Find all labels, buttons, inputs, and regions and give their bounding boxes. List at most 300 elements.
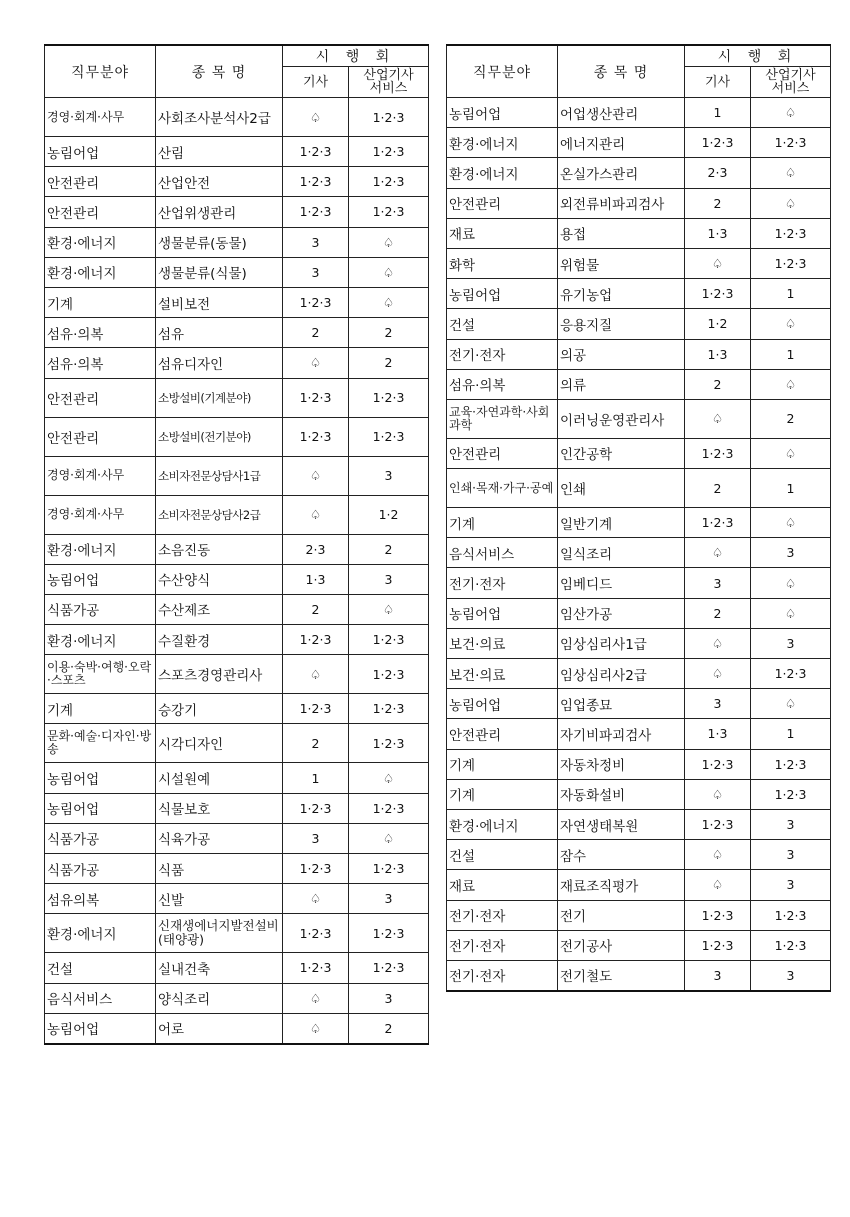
item-cell: 의류 bbox=[558, 369, 685, 399]
v1-cell: 1·2·3 bbox=[685, 508, 751, 538]
table-row bbox=[45, 724, 429, 763]
v2-cell: 3 bbox=[751, 840, 831, 870]
v2-cell: ♤ bbox=[751, 568, 831, 598]
v2-cell: 1·2·3 bbox=[349, 98, 429, 137]
table-row bbox=[45, 793, 429, 823]
header-v1: 기사 bbox=[283, 67, 349, 98]
field-cell: 인쇄·목재·가구·공예 bbox=[447, 469, 558, 508]
v1-cell: 3 bbox=[685, 960, 751, 991]
item-cell: 임상심리사2급 bbox=[558, 659, 685, 689]
v2-cell: ♤ bbox=[751, 438, 831, 468]
item-cell: 자연생태복원 bbox=[558, 809, 685, 839]
v1-cell: 3 bbox=[283, 257, 349, 287]
table-row bbox=[447, 809, 831, 839]
item-cell: 산업위생관리 bbox=[156, 197, 283, 227]
v1-cell: 1·2·3 bbox=[283, 953, 349, 983]
field-cell: 농림어업 bbox=[447, 598, 558, 628]
v1-cell: 1 bbox=[685, 98, 751, 128]
item-cell: 외전류비파괴검사 bbox=[558, 188, 685, 218]
v1-cell: ♤ bbox=[283, 456, 349, 495]
table-row bbox=[45, 98, 429, 137]
table-row bbox=[447, 689, 831, 719]
item-cell: 산림 bbox=[156, 137, 283, 167]
v1-cell: 1·2·3 bbox=[283, 694, 349, 724]
table-row bbox=[45, 594, 429, 624]
v2-cell: 3 bbox=[751, 960, 831, 991]
item-cell: 에너지관리 bbox=[558, 128, 685, 158]
item-cell: 잠수 bbox=[558, 840, 685, 870]
field-cell: 건설 bbox=[45, 953, 156, 983]
v2-cell: 1·2·3 bbox=[751, 930, 831, 960]
v2-cell: 1 bbox=[751, 279, 831, 309]
header-item: 종 목 명 bbox=[156, 45, 283, 98]
v2-cell: 3 bbox=[349, 456, 429, 495]
header-v2: 산업기사 서비스 bbox=[349, 67, 429, 98]
v2-cell: 1·2·3 bbox=[349, 625, 429, 655]
field-cell: 음식서비스 bbox=[45, 983, 156, 1013]
v1-cell: ♤ bbox=[685, 538, 751, 568]
field-cell: 재료 bbox=[447, 870, 558, 900]
table-row bbox=[45, 167, 429, 197]
table-row bbox=[447, 508, 831, 538]
item-cell: 수질환경 bbox=[156, 625, 283, 655]
v1-cell: ♤ bbox=[685, 659, 751, 689]
v2-cell: 1 bbox=[751, 469, 831, 508]
field-cell: 전기·전자 bbox=[447, 960, 558, 991]
item-cell: 승강기 bbox=[156, 694, 283, 724]
field-cell: 농림어업 bbox=[45, 564, 156, 594]
v1-cell: 2 bbox=[283, 594, 349, 624]
table-row bbox=[447, 719, 831, 749]
v2-cell: 1·2·3 bbox=[349, 694, 429, 724]
item-cell: 온실가스관리 bbox=[558, 158, 685, 188]
field-cell: 환경·에너지 bbox=[45, 257, 156, 287]
item-cell: 소방설비(기계분야) bbox=[156, 378, 283, 417]
field-cell: 전기·전자 bbox=[447, 568, 558, 598]
v1-cell: 1 bbox=[283, 763, 349, 793]
item-cell: 수산제조 bbox=[156, 594, 283, 624]
field-cell: 보건·의료 bbox=[447, 628, 558, 658]
v1-cell: ♤ bbox=[283, 348, 349, 378]
v1-cell: 1·2·3 bbox=[283, 287, 349, 317]
table-row bbox=[447, 279, 831, 309]
item-cell: 재료조직평가 bbox=[558, 870, 685, 900]
v1-cell: ♤ bbox=[283, 983, 349, 1013]
field-cell: 안전관리 bbox=[45, 167, 156, 197]
item-cell: 임업종묘 bbox=[558, 689, 685, 719]
table-row bbox=[447, 900, 831, 930]
v2-cell: ♤ bbox=[751, 598, 831, 628]
item-cell: 위험물 bbox=[558, 248, 685, 278]
item-cell: 전기공사 bbox=[558, 930, 685, 960]
v2-cell: ♤ bbox=[349, 257, 429, 287]
field-cell: 농림어업 bbox=[45, 763, 156, 793]
v2-cell: ♤ bbox=[751, 188, 831, 218]
v1-cell: ♤ bbox=[283, 655, 349, 694]
table-row bbox=[45, 854, 429, 884]
table-row bbox=[45, 227, 429, 257]
v2-cell: ♤ bbox=[349, 227, 429, 257]
field-cell: 이용·숙박·여행·오락·스포츠 bbox=[45, 655, 156, 694]
v2-cell: 1·2·3 bbox=[751, 749, 831, 779]
item-cell: 자동차정비 bbox=[558, 749, 685, 779]
item-cell: 어로 bbox=[156, 1013, 283, 1044]
v2-cell: 1·2·3 bbox=[751, 900, 831, 930]
field-cell: 기계 bbox=[447, 508, 558, 538]
v1-cell: 1·2·3 bbox=[283, 167, 349, 197]
header-field: 직무분야 bbox=[45, 45, 156, 98]
field-cell: 음식서비스 bbox=[447, 538, 558, 568]
table-row bbox=[447, 870, 831, 900]
header-item: 종 목 명 bbox=[558, 45, 685, 98]
item-cell: 시각디자인 bbox=[156, 724, 283, 763]
v1-cell: ♤ bbox=[685, 628, 751, 658]
table-row bbox=[447, 598, 831, 628]
v2-cell: ♤ bbox=[751, 98, 831, 128]
v1-cell: 1·3 bbox=[685, 719, 751, 749]
v1-cell: 2 bbox=[685, 469, 751, 508]
field-cell: 환경·에너지 bbox=[45, 625, 156, 655]
v2-cell: 2 bbox=[349, 318, 429, 348]
v2-cell: 3 bbox=[349, 983, 429, 1013]
table-row bbox=[447, 188, 831, 218]
v2-cell: 1·2·3 bbox=[349, 137, 429, 167]
field-cell: 섬유·의복 bbox=[45, 318, 156, 348]
header-group: 시 행 회 bbox=[283, 45, 429, 67]
table-row bbox=[447, 749, 831, 779]
field-cell: 경영·회계·사무 bbox=[45, 456, 156, 495]
v2-cell: 1·2·3 bbox=[751, 779, 831, 809]
item-cell: 전기철도 bbox=[558, 960, 685, 991]
field-cell: 기계 bbox=[447, 749, 558, 779]
table-row bbox=[45, 983, 429, 1013]
v1-cell: ♤ bbox=[283, 98, 349, 137]
field-cell: 섬유·의복 bbox=[45, 348, 156, 378]
v1-cell: 1·2 bbox=[685, 309, 751, 339]
table-row bbox=[45, 495, 429, 534]
item-cell: 용접 bbox=[558, 218, 685, 248]
v1-cell: 3 bbox=[685, 568, 751, 598]
item-cell: 수산양식 bbox=[156, 564, 283, 594]
table-row bbox=[45, 1013, 429, 1044]
v1-cell: 1·2·3 bbox=[685, 749, 751, 779]
table-row bbox=[447, 309, 831, 339]
item-cell: 산업안전 bbox=[156, 167, 283, 197]
item-cell: 소비자전문상담사2급 bbox=[156, 495, 283, 534]
v1-cell: 1·2·3 bbox=[283, 914, 349, 953]
item-cell: 섬유 bbox=[156, 318, 283, 348]
v1-cell: 1·2·3 bbox=[283, 417, 349, 456]
table-row bbox=[45, 914, 429, 953]
table-row bbox=[447, 779, 831, 809]
item-cell: 임산가공 bbox=[558, 598, 685, 628]
header-field: 직무분야 bbox=[447, 45, 558, 98]
v1-cell: 1·2·3 bbox=[283, 854, 349, 884]
table-row bbox=[447, 568, 831, 598]
item-cell: 섬유디자인 bbox=[156, 348, 283, 378]
v1-cell: 2 bbox=[283, 724, 349, 763]
v1-cell: 1·2·3 bbox=[283, 793, 349, 823]
v1-cell: 2·3 bbox=[685, 158, 751, 188]
v2-cell: 1·2·3 bbox=[349, 378, 429, 417]
field-cell: 보건·의료 bbox=[447, 659, 558, 689]
field-cell: 농림어업 bbox=[447, 279, 558, 309]
item-cell: 식물보호 bbox=[156, 793, 283, 823]
field-cell: 전기·전자 bbox=[447, 930, 558, 960]
table-row bbox=[45, 625, 429, 655]
v2-cell: 1 bbox=[751, 719, 831, 749]
table-body-right bbox=[447, 98, 831, 992]
v2-cell: 1·2·3 bbox=[349, 197, 429, 227]
v1-cell: 1·3 bbox=[283, 564, 349, 594]
table-row bbox=[447, 960, 831, 991]
table-row bbox=[45, 953, 429, 983]
v1-cell: ♤ bbox=[283, 495, 349, 534]
v2-cell: 3 bbox=[751, 870, 831, 900]
item-cell: 사회조사분석사2급 bbox=[156, 98, 283, 137]
table-row bbox=[45, 318, 429, 348]
field-cell: 환경·에너지 bbox=[447, 128, 558, 158]
v2-cell: 1·2·3 bbox=[751, 248, 831, 278]
v2-cell: ♤ bbox=[349, 763, 429, 793]
item-cell: 인간공학 bbox=[558, 438, 685, 468]
header-v2: 산업기사 서비스 bbox=[751, 67, 831, 98]
field-cell: 화학 bbox=[447, 248, 558, 278]
v1-cell: 2·3 bbox=[283, 534, 349, 564]
field-cell: 농림어업 bbox=[447, 98, 558, 128]
field-cell: 안전관리 bbox=[45, 417, 156, 456]
schedule-table-right bbox=[446, 44, 831, 992]
schedule-table-left bbox=[44, 44, 429, 1045]
item-cell: 생물분류(동물) bbox=[156, 227, 283, 257]
v2-cell: 1·2·3 bbox=[349, 953, 429, 983]
v1-cell: ♤ bbox=[685, 248, 751, 278]
item-cell: 이러닝운영관리사 bbox=[558, 399, 685, 438]
v1-cell: ♤ bbox=[685, 840, 751, 870]
v2-cell: ♤ bbox=[349, 594, 429, 624]
item-cell: 의공 bbox=[558, 339, 685, 369]
field-cell: 섬유의복 bbox=[45, 884, 156, 914]
v2-cell: 1·2·3 bbox=[751, 659, 831, 689]
v1-cell: ♤ bbox=[685, 399, 751, 438]
table-row bbox=[447, 339, 831, 369]
table-row bbox=[447, 840, 831, 870]
table-row bbox=[447, 659, 831, 689]
item-cell: 신재생에너지발전설비(태양광) bbox=[156, 914, 283, 953]
table-row bbox=[45, 694, 429, 724]
field-cell: 환경·에너지 bbox=[447, 809, 558, 839]
v1-cell: 1·2·3 bbox=[685, 900, 751, 930]
table-row bbox=[45, 417, 429, 456]
field-cell: 환경·에너지 bbox=[45, 534, 156, 564]
field-cell: 경영·회계·사무 bbox=[45, 98, 156, 137]
field-cell: 안전관리 bbox=[447, 719, 558, 749]
v1-cell: 1·2·3 bbox=[685, 279, 751, 309]
field-cell: 건설 bbox=[447, 309, 558, 339]
v2-cell: ♤ bbox=[751, 158, 831, 188]
item-cell: 임상심리사1급 bbox=[558, 628, 685, 658]
field-cell: 전기·전자 bbox=[447, 339, 558, 369]
v1-cell: 1·2·3 bbox=[283, 625, 349, 655]
field-cell: 재료 bbox=[447, 218, 558, 248]
v2-cell: 1 bbox=[751, 339, 831, 369]
v2-cell: ♤ bbox=[751, 309, 831, 339]
field-cell: 전기·전자 bbox=[447, 900, 558, 930]
v2-cell: 1·2 bbox=[349, 495, 429, 534]
v1-cell: 2 bbox=[283, 318, 349, 348]
table-row bbox=[447, 128, 831, 158]
field-cell: 안전관리 bbox=[447, 438, 558, 468]
v1-cell: 1·3 bbox=[685, 218, 751, 248]
field-cell: 환경·에너지 bbox=[447, 158, 558, 188]
v2-cell: 3 bbox=[349, 884, 429, 914]
field-cell: 경영·회계·사무 bbox=[45, 495, 156, 534]
v1-cell: 3 bbox=[283, 227, 349, 257]
field-cell: 기계 bbox=[447, 779, 558, 809]
v2-cell: 1·2·3 bbox=[349, 655, 429, 694]
item-cell: 응용지질 bbox=[558, 309, 685, 339]
field-cell: 문화·예술·디자인·방송 bbox=[45, 724, 156, 763]
v2-cell: 1·2·3 bbox=[349, 914, 429, 953]
v1-cell: 3 bbox=[685, 689, 751, 719]
table-row bbox=[45, 534, 429, 564]
v2-cell: ♤ bbox=[349, 823, 429, 853]
v2-cell: 1·2·3 bbox=[751, 218, 831, 248]
item-cell: 설비보전 bbox=[156, 287, 283, 317]
field-cell: 환경·에너지 bbox=[45, 914, 156, 953]
item-cell: 전기 bbox=[558, 900, 685, 930]
field-cell: 농림어업 bbox=[447, 689, 558, 719]
field-cell: 식품가공 bbox=[45, 854, 156, 884]
v1-cell: 1·2·3 bbox=[685, 128, 751, 158]
item-cell: 생물분류(식물) bbox=[156, 257, 283, 287]
v2-cell: 1·2·3 bbox=[349, 854, 429, 884]
v2-cell: 3 bbox=[349, 564, 429, 594]
field-cell: 교육·자연과학·사회과학 bbox=[447, 399, 558, 438]
table-row bbox=[45, 137, 429, 167]
field-cell: 섬유·의복 bbox=[447, 369, 558, 399]
v1-cell: 1·2·3 bbox=[283, 197, 349, 227]
table-row bbox=[447, 538, 831, 568]
v2-cell: ♤ bbox=[349, 287, 429, 317]
item-cell: 일반기계 bbox=[558, 508, 685, 538]
item-cell: 식육가공 bbox=[156, 823, 283, 853]
table-row bbox=[45, 823, 429, 853]
v1-cell: ♤ bbox=[283, 1013, 349, 1044]
v2-cell: 2 bbox=[349, 534, 429, 564]
item-cell: 소비자전문상담사1급 bbox=[156, 456, 283, 495]
v2-cell: ♤ bbox=[751, 689, 831, 719]
table-row bbox=[447, 158, 831, 188]
v2-cell: 2 bbox=[349, 1013, 429, 1044]
item-cell: 신발 bbox=[156, 884, 283, 914]
v1-cell: 1·2·3 bbox=[685, 438, 751, 468]
v1-cell: 1·3 bbox=[685, 339, 751, 369]
item-cell: 소음진동 bbox=[156, 534, 283, 564]
v1-cell: 2 bbox=[685, 188, 751, 218]
item-cell: 임베디드 bbox=[558, 568, 685, 598]
v2-cell: 1·2·3 bbox=[349, 417, 429, 456]
v1-cell: 2 bbox=[685, 598, 751, 628]
v2-cell: 3 bbox=[751, 628, 831, 658]
field-cell: 기계 bbox=[45, 287, 156, 317]
item-cell: 식품 bbox=[156, 854, 283, 884]
table-row bbox=[45, 197, 429, 227]
v1-cell: ♤ bbox=[283, 884, 349, 914]
v1-cell: 1·2·3 bbox=[283, 137, 349, 167]
field-cell: 농림어업 bbox=[45, 793, 156, 823]
item-cell: 자동화설비 bbox=[558, 779, 685, 809]
v1-cell: 1·2·3 bbox=[685, 809, 751, 839]
item-cell: 시설원예 bbox=[156, 763, 283, 793]
v2-cell: ♤ bbox=[751, 508, 831, 538]
v1-cell: ♤ bbox=[685, 779, 751, 809]
table-row bbox=[447, 218, 831, 248]
field-cell: 농림어업 bbox=[45, 137, 156, 167]
field-cell: 안전관리 bbox=[447, 188, 558, 218]
item-cell: 소방설비(전기분야) bbox=[156, 417, 283, 456]
v2-cell: 3 bbox=[751, 538, 831, 568]
field-cell: 기계 bbox=[45, 694, 156, 724]
v1-cell: 2 bbox=[685, 369, 751, 399]
item-cell: 인쇄 bbox=[558, 469, 685, 508]
table-row bbox=[447, 469, 831, 508]
table-row bbox=[447, 930, 831, 960]
table-row bbox=[447, 369, 831, 399]
v2-cell: 3 bbox=[751, 809, 831, 839]
field-cell: 농림어업 bbox=[45, 1013, 156, 1044]
table-row bbox=[447, 399, 831, 438]
item-cell: 일식조리 bbox=[558, 538, 685, 568]
table-row bbox=[447, 438, 831, 468]
v1-cell: 1·2·3 bbox=[283, 378, 349, 417]
v2-cell: 1·2·3 bbox=[349, 724, 429, 763]
table-row bbox=[45, 456, 429, 495]
item-cell: 자기비파괴검사 bbox=[558, 719, 685, 749]
table-row bbox=[45, 287, 429, 317]
table-row bbox=[45, 257, 429, 287]
field-cell: 안전관리 bbox=[45, 197, 156, 227]
table-body-left bbox=[45, 98, 429, 1044]
field-cell: 식품가공 bbox=[45, 823, 156, 853]
header-group: 시 행 회 bbox=[685, 45, 831, 67]
item-cell: 스포츠경영관리사 bbox=[156, 655, 283, 694]
item-cell: 양식조리 bbox=[156, 983, 283, 1013]
v2-cell: 1·2·3 bbox=[349, 167, 429, 197]
item-cell: 유기농업 bbox=[558, 279, 685, 309]
table-row bbox=[447, 98, 831, 128]
item-cell: 실내건축 bbox=[156, 953, 283, 983]
table-row bbox=[45, 763, 429, 793]
field-cell: 식품가공 bbox=[45, 594, 156, 624]
v2-cell: 1·2·3 bbox=[751, 128, 831, 158]
v1-cell: 3 bbox=[283, 823, 349, 853]
table-row bbox=[447, 248, 831, 278]
header-v1: 기사 bbox=[685, 67, 751, 98]
table-row bbox=[45, 348, 429, 378]
field-cell: 건설 bbox=[447, 840, 558, 870]
v2-cell: 2 bbox=[751, 399, 831, 438]
table-row bbox=[45, 564, 429, 594]
v1-cell: ♤ bbox=[685, 870, 751, 900]
table-row bbox=[45, 378, 429, 417]
field-cell: 안전관리 bbox=[45, 378, 156, 417]
table-row bbox=[45, 884, 429, 914]
field-cell: 환경·에너지 bbox=[45, 227, 156, 257]
item-cell: 어업생산관리 bbox=[558, 98, 685, 128]
v1-cell: 1·2·3 bbox=[685, 930, 751, 960]
v2-cell: 1·2·3 bbox=[349, 793, 429, 823]
